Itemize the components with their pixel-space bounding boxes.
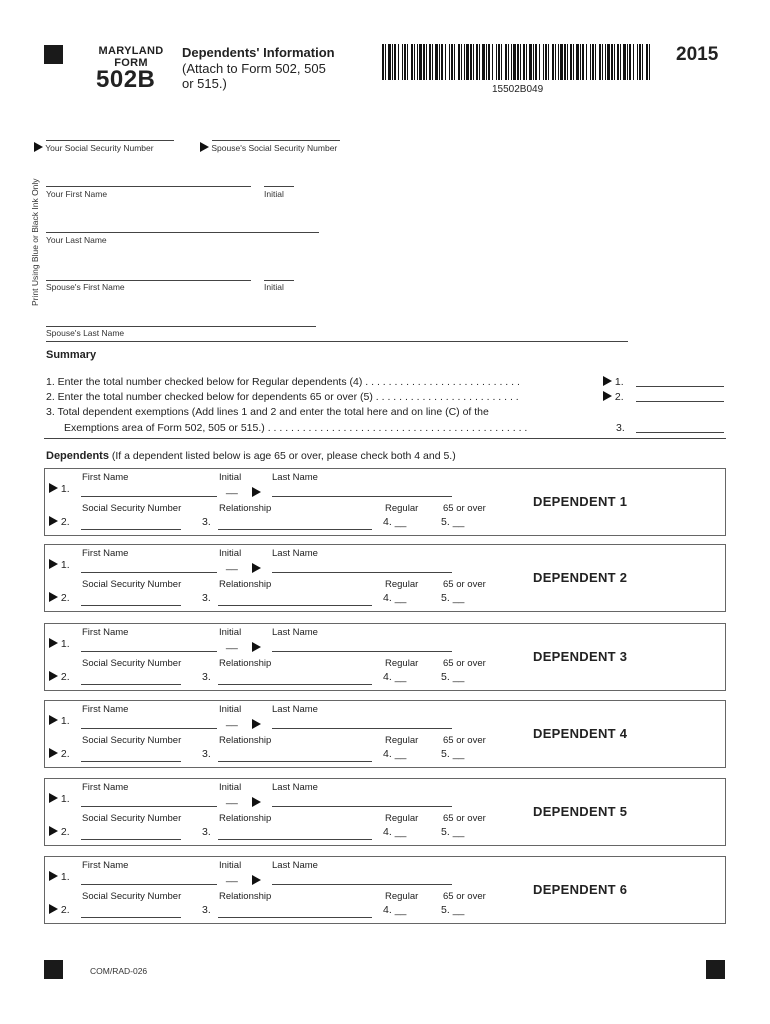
dependent-initial-field[interactable]: __ [226,559,238,571]
summary-line-2-ref: 2. [603,391,624,403]
field-1-marker: 1. [49,715,70,727]
arrow-icon [49,748,58,758]
age65-checkbox[interactable]: 5. __ [441,904,465,916]
barcode-bar [388,44,391,80]
ssn-label: Social Security Number [82,503,182,514]
dependent-first-name-field[interactable] [81,651,217,652]
barcode-bar [617,44,619,80]
dependent-initial-field[interactable]: __ [226,793,238,805]
field-2-marker: 2. [49,592,70,604]
barcode-bar [627,44,628,80]
barcode-bar [639,44,641,80]
arrow-icon [49,559,58,569]
arrow-icon [49,826,58,836]
first-name-label: First Name [82,782,129,793]
dependent-last-name-field[interactable] [272,572,452,573]
arrow-icon [49,715,58,725]
barcode-bar [441,44,443,80]
barcode-bar [407,44,408,80]
dependent-ssn-field[interactable] [81,529,181,530]
dependent-relationship-field[interactable] [218,917,372,918]
regular-checkbox[interactable]: 4. __ [383,748,407,760]
age65-checkbox[interactable]: 5. __ [441,592,465,604]
dependent-relationship-field[interactable] [218,605,372,606]
dependent-last-name-field[interactable] [272,651,452,652]
arrow-icon [49,483,58,493]
first-name-label: First Name [82,860,129,871]
page-title: Dependents' Information [182,45,335,60]
barcode-bar [637,44,638,80]
dependent-block [44,856,726,924]
barcode-bar [602,44,603,80]
barcode-bar [599,44,601,80]
arrow-icon [49,871,58,881]
spouse-ssn-label: Spouse's Social Security Number [200,142,337,153]
age65-label: 65 or over [443,579,486,590]
barcode-bar [501,44,502,80]
barcode-bar [385,44,386,80]
age65-checkbox[interactable]: 5. __ [441,671,465,683]
field-3-marker: 3. [202,826,211,838]
barcode-bar [486,44,487,80]
dependent-initial-field[interactable]: __ [226,715,238,727]
tax-year: 2015 [676,44,719,65]
age65-label: 65 or over [443,735,486,746]
form-number: 502B [96,66,156,93]
summary-line-3-ref: 3. [616,422,625,434]
barcode-bar [496,44,497,80]
dependent-block [44,468,726,536]
barcode-bar [429,44,431,80]
last-name-label: Last Name [272,782,318,793]
dependent-ssn-field[interactable] [81,839,181,840]
spouse-last-name-label: Spouse's Last Name [46,328,125,338]
initial-label: Initial [264,189,284,199]
ssn-label: Your Social Security Number [34,142,154,153]
arrow-icon [49,904,58,914]
registration-mark-bottom-right [706,960,725,979]
dependent-relationship-field[interactable] [218,839,372,840]
barcode-bar [426,44,427,80]
barcode-bar [461,44,462,80]
barcode-bar [629,44,631,80]
arrow-icon [252,871,261,889]
barcode-bar [646,44,648,80]
barcode-bar [555,44,556,80]
dependent-label: DEPENDENT 2 [533,570,628,585]
barcode-bar [523,44,525,80]
last-name-label: Your Last Name [46,235,107,245]
state-label: MARYLAND FORM [98,45,164,69]
barcode-bar [432,44,433,80]
regular-checkbox[interactable]: 4. __ [383,826,407,838]
barcode-bar [520,44,521,80]
dependent-first-name-field[interactable] [81,572,217,573]
barcode-bar [611,44,613,80]
field-2-marker: 2. [49,748,70,760]
barcode-bar [595,44,596,80]
field-2-marker: 2. [49,826,70,838]
barcode-bar [492,44,493,80]
initial-label: Initial [219,627,242,638]
barcode-bar [466,44,469,80]
barcode-bar [513,44,516,80]
regular-label: Regular [385,658,419,669]
barcode-bar [382,44,384,80]
barcode-bar [582,44,584,80]
barcode-bar [526,44,527,80]
divider [44,438,726,439]
dependent-label: DEPENDENT 5 [533,804,628,819]
dependent-label: DEPENDENT 4 [533,726,628,741]
dependent-relationship-field[interactable] [218,684,372,685]
dependent-block [44,544,726,612]
regular-checkbox[interactable]: 4. __ [383,516,407,528]
barcode-bar [394,44,396,80]
ssn-label: Social Security Number [82,891,182,902]
last-name-label: Last Name [272,704,318,715]
spouse-initial-label: Initial [264,282,284,292]
barcode-bar [476,44,478,80]
summary-line-2: 2. Enter the total number checked below for dependents 65 or over (5) . . . . . . . . . . . . . . . . . . . . . . . . . [46,391,519,403]
barcode-bar [488,44,490,80]
barcode-bar [623,44,626,80]
arrow-icon [252,715,261,733]
dependent-label: DEPENDENT 6 [533,882,628,897]
spouse-last-name-field[interactable] [46,326,316,327]
arrow-icon [200,142,209,152]
age65-checkbox[interactable]: 5. __ [441,826,465,838]
first-name-label: First Name [82,548,129,559]
barcode-bar [470,44,472,80]
spouse-ssn-field[interactable] [212,140,340,141]
first-name-field[interactable] [46,186,251,187]
regular-label: Regular [385,891,419,902]
last-name-label: Last Name [272,627,318,638]
spouse-initial-field[interactable] [264,280,294,281]
barcode [382,44,654,80]
barcode-bar [482,44,485,80]
regular-checkbox[interactable]: 4. __ [383,904,407,916]
barcode-bar [414,44,415,80]
barcode-bar [642,44,643,80]
barcode-bar [529,44,532,80]
barcode-bar [458,44,460,80]
barcode-bar [479,44,480,80]
dependent-last-name-field[interactable] [272,496,452,497]
dependent-label: DEPENDENT 3 [533,649,628,664]
dependent-relationship-field[interactable] [218,529,372,530]
relationship-label: Relationship [219,891,272,902]
barcode-bar [552,44,554,80]
relationship-label: Relationship [219,579,272,590]
ssn-field[interactable] [46,140,174,141]
dependent-ssn-field[interactable] [81,761,181,762]
initial-field[interactable] [264,186,294,187]
ink-instruction: Print Using Blue or Black Ink Only [30,178,40,306]
spouse-first-name-field[interactable] [46,280,251,281]
first-name-label: First Name [82,704,129,715]
dependent-block [44,623,726,691]
barcode-bar [620,44,621,80]
dependent-first-name-field[interactable] [81,884,217,885]
barcode-bar [473,44,474,80]
initial-label: Initial [219,782,242,793]
field-1-marker: 1. [49,483,70,495]
first-name-label: Your First Name [46,189,108,199]
arrow-icon [49,516,58,526]
divider [46,341,628,342]
field-2-marker: 2. [49,904,70,916]
arrow-icon [49,793,58,803]
summary-line-3b: Exemptions area of Form 502, 505 or 515.) . . . . . . . . . . . . . . . . . . . . . . . . . . . . . . . . . . . . . . . . . . . . . [64,422,528,434]
barcode-bar [564,44,566,80]
relationship-label: Relationship [219,735,272,746]
field-2-marker: 2. [49,671,70,683]
barcode-bar [586,44,587,80]
barcode-bar [392,44,393,80]
summary-line-1-input[interactable] [636,386,724,387]
dependent-label: DEPENDENT 1 [533,494,628,509]
dependent-relationship-field[interactable] [218,761,372,762]
field-1-marker: 1. [49,871,70,883]
arrow-icon [252,559,261,577]
summary-line-1: 1. Enter the total number checked below for Regular dependents (4) . . . . . . . . . . . . . . . . . . . . . . . . . . . [46,376,520,388]
arrow-icon [603,376,612,386]
regular-checkbox[interactable]: 4. __ [383,671,407,683]
barcode-bar [439,44,440,80]
summary-line-2-input[interactable] [636,401,724,402]
arrow-icon [34,142,43,152]
field-1-marker: 1. [49,793,70,805]
dependent-block [44,700,726,768]
dependent-block [44,778,726,846]
dependent-initial-field[interactable]: __ [226,871,238,883]
barcode-bar [649,44,650,80]
regular-label: Regular [385,503,419,514]
barcode-bar [605,44,606,80]
arrow-icon [252,638,261,656]
dependent-last-name-field[interactable] [272,728,452,729]
registration-mark-bottom-left [44,960,63,979]
arrow-icon [49,638,58,648]
summary-line-3-input[interactable] [636,432,724,433]
last-name-label: Last Name [272,472,318,483]
barcode-bar [398,44,399,80]
barcode-bar [576,44,579,80]
dependent-last-name-field[interactable] [272,806,452,807]
initial-label: Initial [219,472,242,483]
field-3-marker: 3. [202,748,211,760]
barcode-bar [535,44,537,80]
age65-checkbox[interactable]: 5. __ [441,516,465,528]
age65-label: 65 or over [443,813,486,824]
dependent-last-name-field[interactable] [272,884,452,885]
barcode-bar [464,44,465,80]
regular-label: Regular [385,579,419,590]
barcode-bar [511,44,512,80]
barcode-bar [402,44,403,80]
barcode-bar [573,44,574,80]
barcode-bar [533,44,534,80]
barcode-bar [567,44,568,80]
relationship-label: Relationship [219,503,272,514]
age65-label: 65 or over [443,658,486,669]
barcode-bar [435,44,438,80]
dependent-ssn-field[interactable] [81,605,181,606]
summary-title: Summary [46,349,97,361]
regular-checkbox[interactable]: 4. __ [383,592,407,604]
barcode-bar [558,44,559,80]
dependent-initial-field[interactable]: __ [226,483,238,495]
initial-label: Initial [219,548,242,559]
relationship-label: Relationship [219,813,272,824]
field-2-marker: 2. [49,516,70,528]
barcode-bar [498,44,500,80]
arrow-icon [252,793,261,811]
barcode-bar [539,44,540,80]
barcode-bar [451,44,453,80]
field-1-marker: 1. [49,638,70,650]
relationship-label: Relationship [219,658,272,669]
barcode-bar [580,44,581,80]
ssn-label: Social Security Number [82,579,182,590]
barcode-bar [404,44,406,80]
dependent-ssn-field[interactable] [81,917,181,918]
barcode-bar [508,44,509,80]
barcode-bar [449,44,450,80]
barcode-bar [590,44,591,80]
field-3-marker: 3. [202,516,211,528]
barcode-bar [419,44,422,80]
field-3-marker: 3. [202,904,211,916]
barcode-bar [545,44,547,80]
barcode-bar [570,44,572,80]
barcode-bar [411,44,413,80]
regular-label: Regular [385,735,419,746]
regular-label: Regular [385,813,419,824]
arrow-icon [49,671,58,681]
field-3-marker: 3. [202,671,211,683]
form-code: COM/RAD-026 [90,966,148,976]
barcode-number: 15502B049 [492,84,544,95]
barcode-bar [548,44,549,80]
barcode-bar [445,44,446,80]
arrow-icon [252,483,261,501]
dependent-first-name-field[interactable] [81,806,217,807]
dependent-first-name-field[interactable] [81,728,217,729]
summary-line-1-ref: 1. [603,376,624,388]
last-name-field[interactable] [46,232,319,233]
barcode-bar [517,44,519,80]
barcode-bar [560,44,563,80]
last-name-label: Last Name [272,860,318,871]
barcode-bar [607,44,610,80]
age65-label: 65 or over [443,503,486,514]
barcode-bar [417,44,418,80]
barcode-bar [592,44,594,80]
page-subtitle: (Attach to Form 502, 505 or 515.) [182,61,326,91]
field-3-marker: 3. [202,592,211,604]
field-1-marker: 1. [49,559,70,571]
barcode-bar [505,44,507,80]
first-name-label: First Name [82,627,129,638]
summary-line-3a: 3. Total dependent exemptions (Add lines 1 and 2 and enter the total here and on line (C) of the [46,406,489,418]
initial-label: Initial [219,860,242,871]
barcode-bar [423,44,425,80]
dependent-ssn-field[interactable] [81,684,181,685]
spouse-first-name-label: Spouse's First Name [46,282,125,292]
dependent-first-name-field[interactable] [81,496,217,497]
initial-label: Initial [219,704,242,715]
registration-mark-top-left [44,45,63,64]
arrow-icon [49,592,58,602]
arrow-icon [603,391,612,401]
barcode-bar [454,44,455,80]
first-name-label: First Name [82,472,129,483]
ssn-label: Social Security Number [82,658,182,669]
last-name-label: Last Name [272,548,318,559]
barcode-bar [543,44,544,80]
ssn-label: Social Security Number [82,813,182,824]
dependent-initial-field[interactable]: __ [226,638,238,650]
age65-label: 65 or over [443,891,486,902]
barcode-bar [614,44,615,80]
dependents-title: Dependents (If a dependent listed below is age 65 or over, please check both 4 and 5.) [46,450,456,462]
barcode-bar [633,44,634,80]
ssn-label: Social Security Number [82,735,182,746]
age65-checkbox[interactable]: 5. __ [441,748,465,760]
